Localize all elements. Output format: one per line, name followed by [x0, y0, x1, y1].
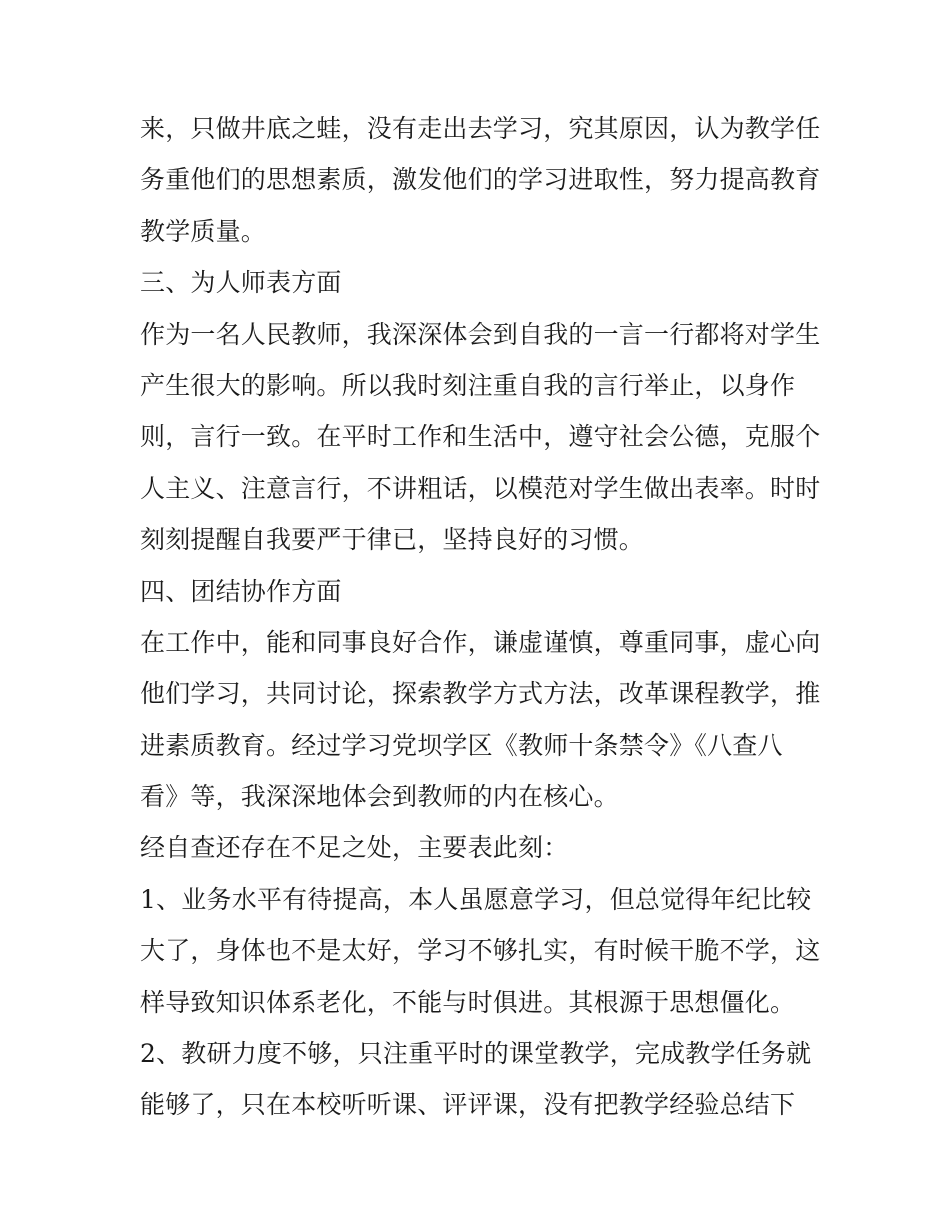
paragraph-line: 刻刻提醒自我要严于律已，坚持良好的习惯。 [140, 525, 645, 555]
paragraph-line: 他们学习，共同讨论，探索教学方式方法，改革课程教学，推 [140, 679, 821, 709]
list-item-line: 1、业务水平有待提高，本人虽愿意学习，但总觉得年纪比较 [140, 884, 812, 914]
paragraph-line: 产生很大的影响。所以我时刻注重自我的言行举止，以身作 [140, 370, 796, 400]
paragraph-line: 作为一名人民教师，我深深体会到自我的一言一行都将对学生 [140, 319, 821, 349]
list-item-line: 2、教研力度不够，只注重平时的课堂教学，完成教学任务就 [140, 1039, 812, 1069]
document-body [140, 103, 821, 1131]
paragraph-line: 务重他们的思想素质，激发他们的学习进取性，努力提高教育 [140, 165, 821, 195]
paragraph-line: 教学质量。 [140, 216, 267, 246]
section-heading: 三、为人师表方面 [140, 268, 342, 298]
paragraph-line: 则，言行一致。在平时工作和生活中，遵守社会公德，克服个 [140, 422, 821, 452]
section-heading: 四、团结协作方面 [140, 576, 342, 606]
list-item-line: 能够了，只在本校听听课、评评课，没有把教学经验总结下 [140, 1090, 796, 1120]
paragraph-line: 看》等，我深深地体会到教师的内在核心。 [140, 782, 619, 812]
list-item-line: 样导致知识体系老化，不能与时俱进。其根源于思想僵化。 [140, 987, 796, 1017]
paragraph-line: 来，只做井底之蛙，没有走出去学习，究其原因，认为教学任 [140, 114, 821, 143]
paragraph-line: 在工作中，能和同事良好合作，谦虚谨慎，尊重同事，虚心向 [140, 627, 821, 657]
paragraph-line: 进素质教育。经过学习党坝学区《教师十条禁令》《八查八 [140, 730, 783, 760]
paragraph-line: 人主义、注意言行，不讲粗话，以模范对学生做出表率。时时 [140, 473, 821, 503]
paragraph-line: 经自查还存在不足之处，主要表此刻： [140, 833, 569, 863]
list-item-line: 大了，身体也不是太好，学习不够扎实，有时候干脆不学，这 [140, 936, 821, 966]
